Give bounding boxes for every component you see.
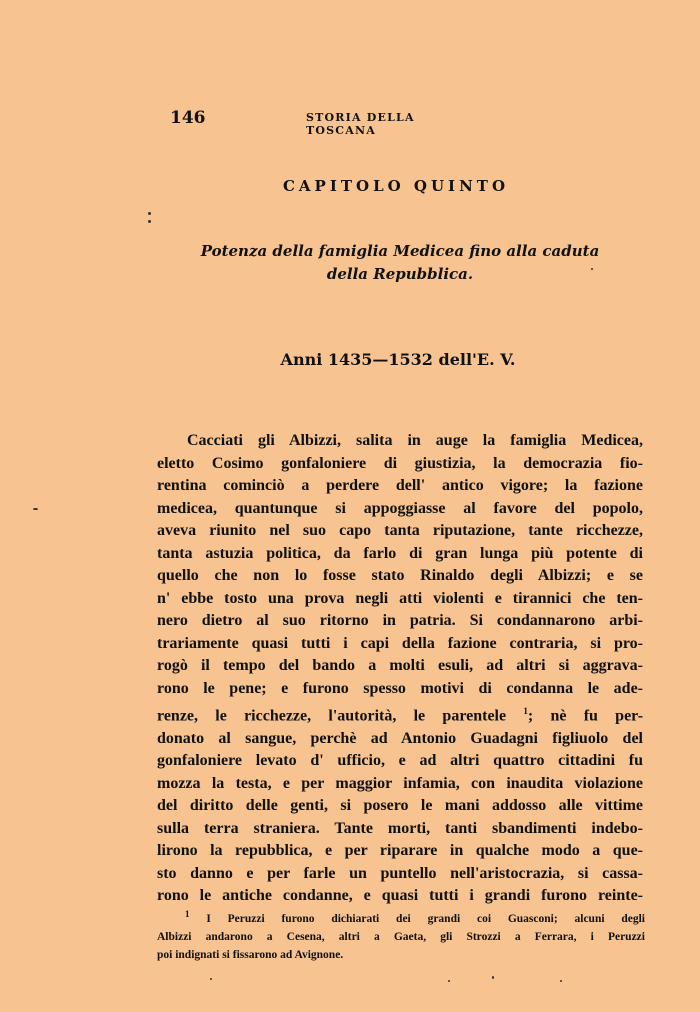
- body-paragraph: [157, 430, 643, 908]
- subtitle-line-2: della Repubblica.: [326, 265, 474, 283]
- page-speck: [148, 220, 151, 223]
- body-line: lirono la repubblica, e per riparare in qualche modo a que-: [157, 842, 643, 860]
- body-line: Cacciati gli Albizzi, salita in auge la famiglia Medicea,: [187, 432, 643, 449]
- body-line: rogò il tempo del bando a molti esuli, ad altri si aggrava-: [157, 657, 643, 674]
- body-line: rono le pene; e furono spesso motivi di condanna le ade-: [157, 679, 643, 697]
- page-speck: [210, 978, 212, 980]
- body-line: medicea, quantunque si appoggiasse al favore del popolo,: [157, 499, 643, 517]
- body-line: sto danno e per farle un puntello nell'aristocrazia, si cassa-: [157, 864, 643, 882]
- footnote: [157, 905, 645, 964]
- body-line: donato al sangue, perchè ad Antonio Guadagni figliuolo del: [157, 729, 643, 747]
- page-speck: [33, 508, 38, 510]
- body-line: del diritto delle genti, si posero le mani addosso alle vittime: [157, 797, 643, 815]
- chapter-years: Anni 1435—1532 dell'E. V.: [280, 350, 516, 369]
- body-line: n' ebbe tosto una prova negli atti violenti e tirannici che ten-: [157, 589, 643, 607]
- body-line: tanta astuzia politica, da farlo di gran lunga più potente di: [157, 544, 643, 562]
- body-line: nero dietro al suo ritorno in patria. Si condannarono arbi-: [157, 612, 643, 629]
- body-line: quello che non lo fosse stato Rinaldo degli Albizzi; e se: [157, 567, 643, 584]
- page-speck: [148, 212, 151, 215]
- chapter-title: CAPITOLO QUINTO: [282, 177, 510, 195]
- body-line: aveva riunito nel suo capo tanta riputazione, tante ricchezze,: [157, 522, 643, 539]
- body-line-text: renze, le ricchezze, l'autorità, le parentele: [157, 707, 507, 725]
- body-line-suffix: ; nè fu per-: [527, 707, 644, 725]
- body-line: mozza la testa, e per maggior infamia, con inaudita violazione: [157, 774, 643, 792]
- chapter-subtitle: [150, 240, 650, 286]
- footnote-line: Albizzi andarono a Cesena, altri a Gaeta, gli Strozzi a Ferrara, i Peruzzi: [157, 930, 645, 943]
- running-title: STORIA DELLA TOSCANA: [306, 111, 415, 137]
- footnote-reference: 1: [523, 706, 528, 716]
- footnote-marker: 1: [185, 909, 190, 919]
- body-line: sulla terra straniera. Tante morti, tanti sbandimenti indebo-: [157, 819, 643, 837]
- body-line: gonfaloniere levato d' ufficio, e ad altri quattro cittadini fu: [157, 752, 643, 770]
- page-number: 146: [170, 108, 206, 128]
- page-speck: [492, 976, 494, 979]
- body-line-with-footnote: [157, 700, 643, 728]
- page-speck: [448, 980, 450, 982]
- footnote-line: poi indignati si fissarono ad Avignone.: [157, 948, 344, 961]
- body-line: eletto Cosimo gonfaloniere di giustizia, la democrazia fio-: [157, 454, 643, 472]
- page-speck: [591, 268, 593, 270]
- subtitle-line-1: Potenza della famiglia Medicea fino alla caduta: [200, 242, 600, 260]
- footnote-line-text: I Peruzzi furono dichiarati dei grandi coi Guasconi; alcuni degli: [206, 912, 646, 925]
- running-header: [170, 108, 482, 137]
- page-speck: [560, 980, 562, 982]
- body-line: trariamente quasi tutti i capi della fazione contraria, si pro-: [157, 634, 643, 652]
- body-line: rono le antiche condanne, e quasi tutti i grandi furono reinte-: [157, 887, 643, 905]
- footnote-line: [157, 905, 645, 928]
- body-line: rentina cominciò a perdere dell' antico vigore; la fazione: [157, 477, 643, 494]
